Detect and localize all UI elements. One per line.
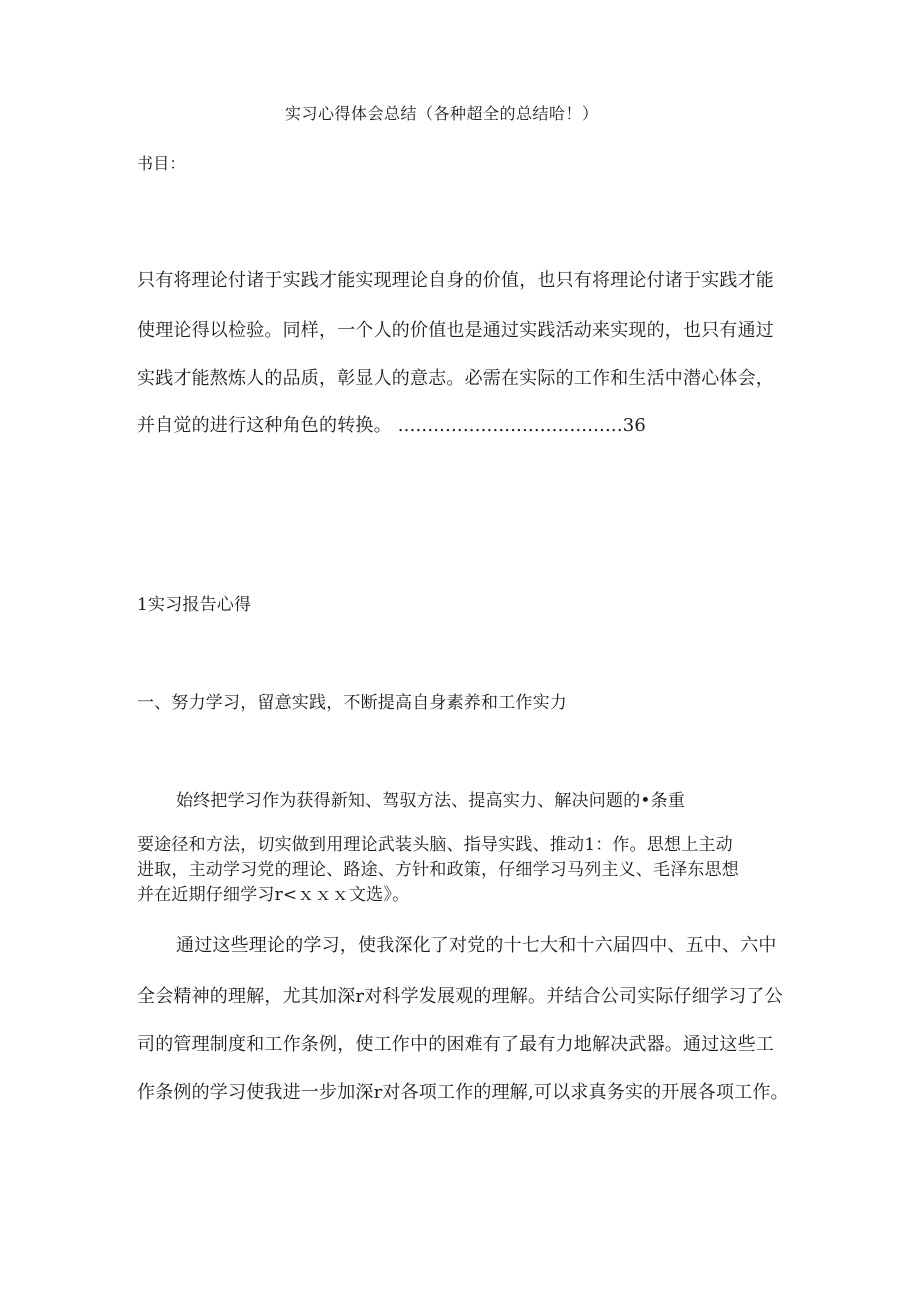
toc-entry-line-1: 只有将理论付诸于实践才能实现理论自身的价值，也只有将理论付诸于实践才能 — [137, 270, 774, 291]
paragraph-1-line-2: 要途径和方法，切实做到用理论武装头脑、指导实践、推动1：作。思想上主动 — [137, 835, 733, 855]
toc-entry-line-2: 使理论得以检验。同样，一个人的价值也是通过实践活动来实现的，也只有通过 — [137, 320, 774, 341]
section-heading: 1实习报告心得 — [137, 595, 252, 615]
paragraph-1-line-3: 进取，主动学习党的理论、路途、方针和政策，仔细学习马列主义、毛泽东思想 — [137, 860, 739, 880]
paragraph-1-line-4: 并在近期仔细学习r<ｘｘｘ文选》。 — [137, 885, 410, 905]
paragraph-2-line-4: 作条例的学习使我进一步加深r对各项工作的理解,可以求真务实的开展各项工作。 — [137, 1082, 789, 1103]
paragraph-2-line-3: 司的管理制度和工作条例，使工作中的困难有了最有力地解决武器。通过这些工 — [137, 1034, 774, 1055]
toc-entry-line-4[interactable]: 并自觉的进行这种角色的转换。 ......................................36 — [137, 415, 647, 436]
paragraph-2-line-1: 通过这些理论的学习，使我深化了对党的十七大和十六届四中、五中、六中 — [176, 935, 777, 956]
subheading: 一、努力学习，留意实践，不断提高自身素养和工作实力 — [137, 693, 567, 713]
paragraph-1-first-line: 始终把学习作为获得新知、驾驭方法、提高实力、解决问题的•条重 — [176, 791, 686, 811]
paragraph-2-line-2: 全会精神的理解，尤其加深r对科学发展观的理解。并结合公司实际仔细学习了公 — [137, 986, 783, 1007]
toc-label: 书目： — [137, 154, 186, 173]
document-title: 实习心得体会总结（各种超全的总结哈！） — [285, 104, 599, 123]
toc-entry-line-3: 实践才能熬炼人的品质，彰显人的意志。必需在实际的工作和生活中潜心体会， — [137, 368, 774, 389]
